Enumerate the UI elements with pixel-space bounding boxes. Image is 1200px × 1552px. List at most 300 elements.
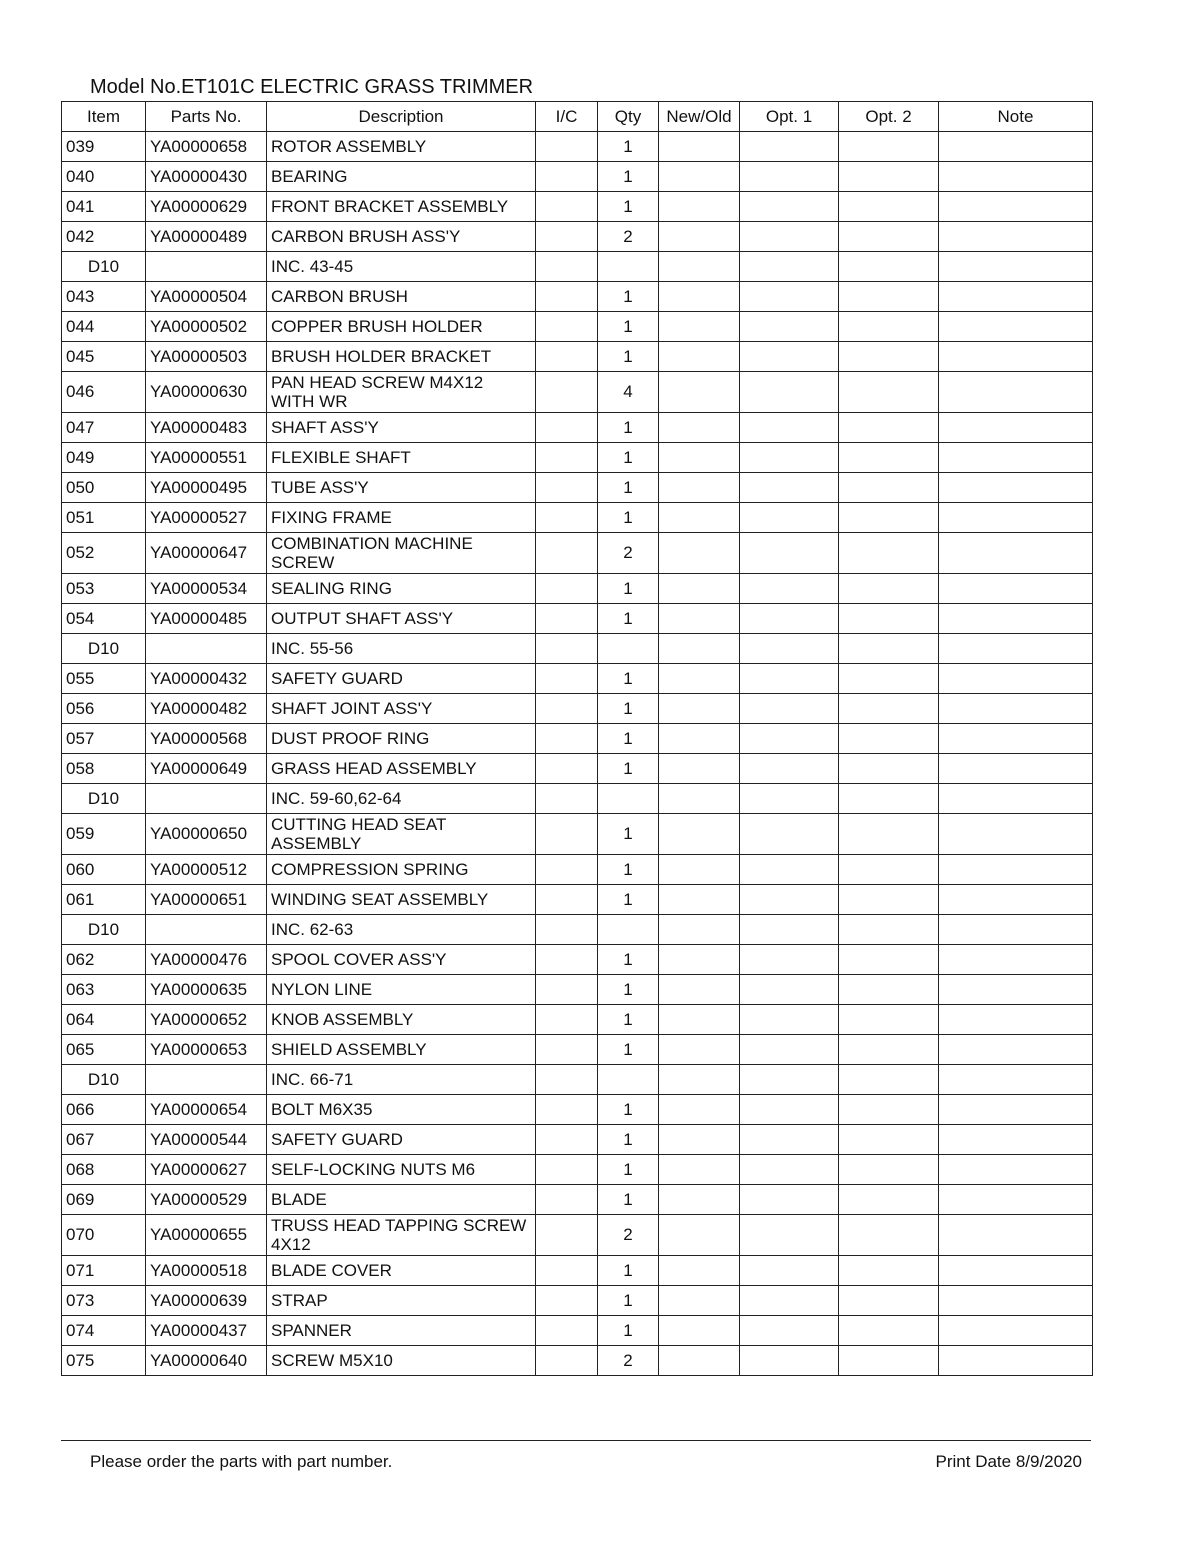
qty-cell: 1	[598, 814, 659, 855]
qty-cell: 1	[598, 694, 659, 724]
new-old-cell	[659, 784, 740, 814]
parts-no-cell	[146, 252, 267, 282]
new-old-cell	[659, 885, 740, 915]
new-old-cell	[659, 855, 740, 885]
ic-cell	[536, 1035, 598, 1065]
ic-cell	[536, 1286, 598, 1316]
parts-no-cell: YA00000534	[146, 574, 267, 604]
description-cell: SHIELD ASSEMBLY	[267, 1035, 536, 1065]
item-cell: 052	[62, 533, 146, 574]
header-ic: I/C	[536, 102, 598, 132]
opt-2-cell	[839, 1316, 939, 1346]
new-old-cell	[659, 1035, 740, 1065]
qty-cell: 1	[598, 574, 659, 604]
opt-2-cell	[839, 694, 939, 724]
item-cell: 059	[62, 814, 146, 855]
item-cell: 060	[62, 855, 146, 885]
new-old-cell	[659, 443, 740, 473]
note-cell	[939, 604, 1093, 634]
note-cell	[939, 222, 1093, 252]
item-cell: 057	[62, 724, 146, 754]
opt-2-cell	[839, 1286, 939, 1316]
parts-no-cell: YA00000529	[146, 1185, 267, 1215]
new-old-cell	[659, 1215, 740, 1256]
item-cell: D10	[62, 1065, 146, 1095]
description-cell: SPANNER	[267, 1316, 536, 1346]
description-cell: INC. 59-60,62-64	[267, 784, 536, 814]
item-cell: 075	[62, 1346, 146, 1376]
new-old-cell	[659, 915, 740, 945]
item-cell: 046	[62, 372, 146, 413]
opt-2-cell	[839, 1155, 939, 1185]
note-cell	[939, 1256, 1093, 1286]
header-new-old: New/Old	[659, 102, 740, 132]
qty-cell: 1	[598, 975, 659, 1005]
qty-cell: 1	[598, 342, 659, 372]
qty-cell: 2	[598, 533, 659, 574]
opt-2-cell	[839, 664, 939, 694]
item-cell: D10	[62, 252, 146, 282]
table-row	[62, 1155, 1093, 1185]
item-cell: 040	[62, 162, 146, 192]
item-cell: 063	[62, 975, 146, 1005]
opt-1-cell	[740, 784, 839, 814]
opt-2-cell	[839, 1065, 939, 1095]
table-row	[62, 473, 1093, 503]
ic-cell	[536, 1256, 598, 1286]
table-row	[62, 945, 1093, 975]
table-header-row	[62, 102, 1093, 132]
opt-2-cell	[839, 503, 939, 533]
ic-cell	[536, 1125, 598, 1155]
new-old-cell	[659, 1256, 740, 1286]
parts-no-cell: YA00000640	[146, 1346, 267, 1376]
parts-no-cell: YA00000504	[146, 282, 267, 312]
opt-2-cell	[839, 132, 939, 162]
parts-no-cell: YA00000483	[146, 413, 267, 443]
note-cell	[939, 1286, 1093, 1316]
note-cell	[939, 754, 1093, 784]
description-cell: FLEXIBLE SHAFT	[267, 443, 536, 473]
description-cell: BEARING	[267, 162, 536, 192]
item-cell: 053	[62, 574, 146, 604]
opt-1-cell	[740, 1256, 839, 1286]
new-old-cell	[659, 975, 740, 1005]
opt-2-cell	[839, 192, 939, 222]
description-cell: SEALING RING	[267, 574, 536, 604]
opt-1-cell	[740, 574, 839, 604]
qty-cell: 2	[598, 222, 659, 252]
qty-cell: 1	[598, 945, 659, 975]
table-row	[62, 754, 1093, 784]
ic-cell	[536, 1065, 598, 1095]
note-cell	[939, 473, 1093, 503]
opt-1-cell	[740, 1155, 839, 1185]
opt-2-cell	[839, 885, 939, 915]
opt-2-cell	[839, 162, 939, 192]
new-old-cell	[659, 945, 740, 975]
parts-no-cell: YA00000653	[146, 1035, 267, 1065]
qty-cell: 2	[598, 1215, 659, 1256]
item-cell: 043	[62, 282, 146, 312]
new-old-cell	[659, 372, 740, 413]
note-cell	[939, 814, 1093, 855]
item-cell: 065	[62, 1035, 146, 1065]
new-old-cell	[659, 664, 740, 694]
opt-2-cell	[839, 1346, 939, 1376]
table-row	[62, 574, 1093, 604]
opt-2-cell	[839, 574, 939, 604]
footer-divider	[61, 1440, 1091, 1441]
parts-no-cell	[146, 784, 267, 814]
parts-no-cell: YA00000650	[146, 814, 267, 855]
description-cell: SPOOL COVER ASS'Y	[267, 945, 536, 975]
note-cell	[939, 1215, 1093, 1256]
table-row	[62, 1035, 1093, 1065]
ic-cell	[536, 192, 598, 222]
note-cell	[939, 282, 1093, 312]
opt-2-cell	[839, 1215, 939, 1256]
opt-1-cell	[740, 694, 839, 724]
opt-2-cell	[839, 1035, 939, 1065]
parts-no-cell	[146, 1065, 267, 1095]
note-cell	[939, 162, 1093, 192]
ic-cell	[536, 975, 598, 1005]
ic-cell	[536, 413, 598, 443]
new-old-cell	[659, 1005, 740, 1035]
ic-cell	[536, 222, 598, 252]
opt-2-cell	[839, 252, 939, 282]
description-cell: SCREW M5X10	[267, 1346, 536, 1376]
parts-no-cell: YA00000495	[146, 473, 267, 503]
opt-2-cell	[839, 1256, 939, 1286]
opt-1-cell	[740, 855, 839, 885]
qty-cell: 1	[598, 473, 659, 503]
new-old-cell	[659, 222, 740, 252]
ic-cell	[536, 1155, 598, 1185]
opt-2-cell	[839, 1005, 939, 1035]
table-row	[62, 342, 1093, 372]
opt-1-cell	[740, 945, 839, 975]
ic-cell	[536, 604, 598, 634]
item-cell: 064	[62, 1005, 146, 1035]
new-old-cell	[659, 1346, 740, 1376]
new-old-cell	[659, 1155, 740, 1185]
opt-1-cell	[740, 132, 839, 162]
note-cell	[939, 1065, 1093, 1095]
opt-1-cell	[740, 503, 839, 533]
item-cell: 055	[62, 664, 146, 694]
description-cell: GRASS HEAD ASSEMBLY	[267, 754, 536, 784]
opt-2-cell	[839, 342, 939, 372]
opt-2-cell	[839, 1095, 939, 1125]
parts-no-cell: YA00000476	[146, 945, 267, 975]
parts-no-cell: YA00000502	[146, 312, 267, 342]
note-cell	[939, 1005, 1093, 1035]
note-cell	[939, 1185, 1093, 1215]
opt-2-cell	[839, 754, 939, 784]
description-cell: TRUSS HEAD TAPPING SCREW 4X12	[267, 1215, 536, 1256]
new-old-cell	[659, 1316, 740, 1346]
opt-1-cell	[740, 342, 839, 372]
opt-1-cell	[740, 975, 839, 1005]
table-row	[62, 604, 1093, 634]
table-row	[62, 162, 1093, 192]
new-old-cell	[659, 814, 740, 855]
opt-2-cell	[839, 473, 939, 503]
opt-1-cell	[740, 885, 839, 915]
opt-1-cell	[740, 1286, 839, 1316]
parts-no-cell: YA00000482	[146, 694, 267, 724]
note-cell	[939, 664, 1093, 694]
header-description: Description	[267, 102, 536, 132]
note-cell	[939, 252, 1093, 282]
opt-2-cell	[839, 724, 939, 754]
description-cell: SAFETY GUARD	[267, 1125, 536, 1155]
qty-cell: 2	[598, 1346, 659, 1376]
note-cell	[939, 1316, 1093, 1346]
new-old-cell	[659, 1185, 740, 1215]
qty-cell: 1	[598, 1185, 659, 1215]
table-row	[62, 443, 1093, 473]
description-cell: INC. 43-45	[267, 252, 536, 282]
new-old-cell	[659, 724, 740, 754]
item-cell: 073	[62, 1286, 146, 1316]
opt-1-cell	[740, 1035, 839, 1065]
ic-cell	[536, 1095, 598, 1125]
item-cell: 069	[62, 1185, 146, 1215]
note-cell	[939, 634, 1093, 664]
description-cell: CARBON BRUSH	[267, 282, 536, 312]
item-cell: 056	[62, 694, 146, 724]
qty-cell: 1	[598, 1286, 659, 1316]
item-cell: 047	[62, 413, 146, 443]
header-parts-no: Parts No.	[146, 102, 267, 132]
table-row	[62, 694, 1093, 724]
ic-cell	[536, 473, 598, 503]
table-row	[62, 1256, 1093, 1286]
qty-cell: 1	[598, 664, 659, 694]
ic-cell	[536, 132, 598, 162]
description-cell: FRONT BRACKET ASSEMBLY	[267, 192, 536, 222]
ic-cell	[536, 372, 598, 413]
qty-cell: 1	[598, 1316, 659, 1346]
description-cell: COMPRESSION SPRING	[267, 855, 536, 885]
opt-1-cell	[740, 413, 839, 443]
description-cell: OUTPUT SHAFT ASS'Y	[267, 604, 536, 634]
table-row	[62, 814, 1093, 855]
opt-1-cell	[740, 1185, 839, 1215]
opt-2-cell	[839, 1125, 939, 1155]
note-cell	[939, 694, 1093, 724]
item-cell: 058	[62, 754, 146, 784]
table-row	[62, 1286, 1093, 1316]
ic-cell	[536, 1346, 598, 1376]
qty-cell: 1	[598, 885, 659, 915]
opt-1-cell	[740, 312, 839, 342]
table-row	[62, 1095, 1093, 1125]
table-row	[62, 192, 1093, 222]
new-old-cell	[659, 1125, 740, 1155]
opt-2-cell	[839, 814, 939, 855]
parts-no-cell: YA00000527	[146, 503, 267, 533]
opt-1-cell	[740, 634, 839, 664]
opt-1-cell	[740, 222, 839, 252]
opt-2-cell	[839, 413, 939, 443]
table-row	[62, 885, 1093, 915]
item-cell: 062	[62, 945, 146, 975]
qty-cell	[598, 915, 659, 945]
item-cell: 074	[62, 1316, 146, 1346]
item-cell: D10	[62, 634, 146, 664]
table-row	[62, 132, 1093, 162]
ic-cell	[536, 724, 598, 754]
table-row	[62, 724, 1093, 754]
opt-1-cell	[740, 1316, 839, 1346]
description-cell: BLADE	[267, 1185, 536, 1215]
ic-cell	[536, 855, 598, 885]
note-cell	[939, 885, 1093, 915]
qty-cell: 1	[598, 132, 659, 162]
item-cell: 067	[62, 1125, 146, 1155]
qty-cell	[598, 252, 659, 282]
table-row	[62, 413, 1093, 443]
parts-no-cell: YA00000430	[146, 162, 267, 192]
parts-no-cell: YA00000654	[146, 1095, 267, 1125]
item-cell: 049	[62, 443, 146, 473]
description-cell: DUST PROOF RING	[267, 724, 536, 754]
qty-cell: 1	[598, 754, 659, 784]
opt-2-cell	[839, 945, 939, 975]
parts-no-cell: YA00000551	[146, 443, 267, 473]
description-cell: BRUSH HOLDER BRACKET	[267, 342, 536, 372]
description-cell: BLADE COVER	[267, 1256, 536, 1286]
qty-cell	[598, 784, 659, 814]
ic-cell	[536, 754, 598, 784]
parts-no-cell: YA00000651	[146, 885, 267, 915]
description-cell: CARBON BRUSH ASS'Y	[267, 222, 536, 252]
description-cell: ROTOR ASSEMBLY	[267, 132, 536, 162]
opt-2-cell	[839, 533, 939, 574]
qty-cell: 1	[598, 1035, 659, 1065]
parts-no-cell	[146, 915, 267, 945]
ic-cell	[536, 282, 598, 312]
opt-2-cell	[839, 282, 939, 312]
opt-1-cell	[740, 533, 839, 574]
ic-cell	[536, 664, 598, 694]
ic-cell	[536, 784, 598, 814]
new-old-cell	[659, 694, 740, 724]
header-note: Note	[939, 102, 1093, 132]
note-cell	[939, 1095, 1093, 1125]
qty-cell: 4	[598, 372, 659, 413]
description-cell: INC. 66-71	[267, 1065, 536, 1095]
opt-2-cell	[839, 372, 939, 413]
note-cell	[939, 1155, 1093, 1185]
opt-1-cell	[740, 282, 839, 312]
note-cell	[939, 132, 1093, 162]
parts-no-cell: YA00000655	[146, 1215, 267, 1256]
description-cell: BOLT M6X35	[267, 1095, 536, 1125]
parts-no-cell: YA00000432	[146, 664, 267, 694]
ic-cell	[536, 1316, 598, 1346]
parts-no-cell: YA00000647	[146, 533, 267, 574]
table-row	[62, 1005, 1093, 1035]
parts-no-cell: YA00000629	[146, 192, 267, 222]
note-cell	[939, 915, 1093, 945]
opt-2-cell	[839, 975, 939, 1005]
item-cell: 051	[62, 503, 146, 533]
opt-1-cell	[740, 443, 839, 473]
table-row	[62, 634, 1093, 664]
opt-1-cell	[740, 1125, 839, 1155]
description-cell: SAFETY GUARD	[267, 664, 536, 694]
new-old-cell	[659, 1065, 740, 1095]
table-row	[62, 1346, 1093, 1376]
ic-cell	[536, 533, 598, 574]
note-cell	[939, 855, 1093, 885]
opt-1-cell	[740, 1095, 839, 1125]
new-old-cell	[659, 473, 740, 503]
note-cell	[939, 1035, 1093, 1065]
table-row	[62, 1185, 1093, 1215]
ic-cell	[536, 634, 598, 664]
ic-cell	[536, 574, 598, 604]
table-row	[62, 784, 1093, 814]
opt-1-cell	[740, 1215, 839, 1256]
order-note: Please order the parts with part number.	[90, 1452, 393, 1471]
parts-no-cell: YA00000544	[146, 1125, 267, 1155]
parts-no-cell: YA00000652	[146, 1005, 267, 1035]
note-cell	[939, 533, 1093, 574]
qty-cell: 1	[598, 1256, 659, 1286]
new-old-cell	[659, 132, 740, 162]
new-old-cell	[659, 503, 740, 533]
item-cell: D10	[62, 784, 146, 814]
opt-1-cell	[740, 1005, 839, 1035]
note-cell	[939, 192, 1093, 222]
parts-no-cell: YA00000503	[146, 342, 267, 372]
item-cell: 042	[62, 222, 146, 252]
table-row	[62, 855, 1093, 885]
item-cell: 054	[62, 604, 146, 634]
qty-cell: 1	[598, 1095, 659, 1125]
new-old-cell	[659, 282, 740, 312]
opt-1-cell	[740, 252, 839, 282]
parts-no-cell	[146, 634, 267, 664]
qty-cell	[598, 634, 659, 664]
opt-1-cell	[740, 814, 839, 855]
ic-cell	[536, 1215, 598, 1256]
opt-2-cell	[839, 634, 939, 664]
item-cell: 068	[62, 1155, 146, 1185]
qty-cell: 1	[598, 413, 659, 443]
table-row	[62, 503, 1093, 533]
item-cell: 039	[62, 132, 146, 162]
description-cell: TUBE ASS'Y	[267, 473, 536, 503]
note-cell	[939, 342, 1093, 372]
table-row	[62, 1065, 1093, 1095]
description-cell: COMBINATION MACHINE SCREW	[267, 533, 536, 574]
qty-cell: 1	[598, 162, 659, 192]
description-cell: INC. 55-56	[267, 634, 536, 664]
new-old-cell	[659, 162, 740, 192]
opt-2-cell	[839, 855, 939, 885]
opt-1-cell	[740, 724, 839, 754]
table-row	[62, 1215, 1093, 1256]
qty-cell: 1	[598, 855, 659, 885]
new-old-cell	[659, 413, 740, 443]
